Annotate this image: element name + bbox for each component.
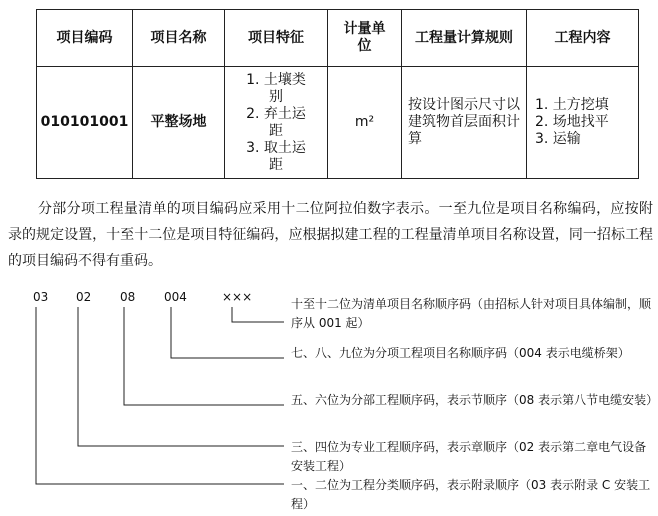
code-description-5: 十至十二位为清单项目名称顺序码（由招标人针对项目具体编制，顺序从 001 起） — [291, 297, 652, 330]
code-description-2: 三、四位为专业工程顺序码，表示章顺序（02 表示第二章电气设备安装工程） — [291, 440, 647, 473]
cell-name: 平整场地 — [133, 67, 225, 179]
code-segment-1: 03 — [33, 290, 49, 304]
header-work-content: 工程内容 — [527, 10, 639, 67]
cell-unit: m² — [328, 67, 402, 179]
content-line: 1. 土方挖填 — [535, 97, 609, 113]
connector-line-5 — [232, 307, 284, 322]
connector-line-1 — [36, 307, 284, 484]
feature-line: 3. 取土运距 — [246, 139, 306, 173]
header-item-code: 项目编码 — [37, 10, 133, 67]
description-paragraph: 分部分项工程量清单的项目编码应采用十二位阿拉伯数字表示。一至九位是项目名称编码，应按附录的规定设置，十至十二位是项目特征编码，应根据拟建工程的工程量清单项目名称设置，同一招标工程的项目编码不得有重码。 — [8, 201, 653, 269]
code-segment-5: ××× — [222, 290, 253, 304]
code-segment-2: 02 — [76, 290, 92, 304]
code-description-1: 一、二位为工程分类顺序码，表示附录顺序（03 表示附录 C 安装工程） — [291, 478, 651, 511]
code-description-3: 五、六位为分部工程顺序码，表示节顺序（08 表示第八节电缆安装） — [291, 393, 658, 407]
rule-text: 按设计图示尺寸 — [408, 97, 506, 113]
content-line: 3. 运输 — [535, 131, 581, 147]
rule-text: 积计算 — [408, 114, 520, 147]
header-item-features: 项目特征 — [225, 10, 328, 67]
connector-line-4 — [171, 307, 284, 358]
cell-code: 010101001 — [37, 67, 133, 179]
rule-text: 以建筑物首层面 — [408, 97, 520, 130]
feature-line: 2. 弃土运距 — [246, 105, 306, 139]
code-segment-4: 004 — [164, 290, 187, 304]
header-calc-rule: 工程量计算规则 — [402, 10, 527, 67]
code-segment-3: 08 — [120, 290, 136, 304]
code-description-4: 七、八、九位为分项工程项目名称顺序码（004 表示电缆桥架） — [291, 346, 630, 360]
header-unit: 计量单位 — [328, 10, 402, 67]
feature-line: 1. 土壤类别 — [246, 71, 306, 105]
header-item-name: 项目名称 — [133, 10, 225, 67]
connector-line-2 — [78, 307, 284, 446]
content-line: 2. 场地找平 — [535, 114, 609, 130]
